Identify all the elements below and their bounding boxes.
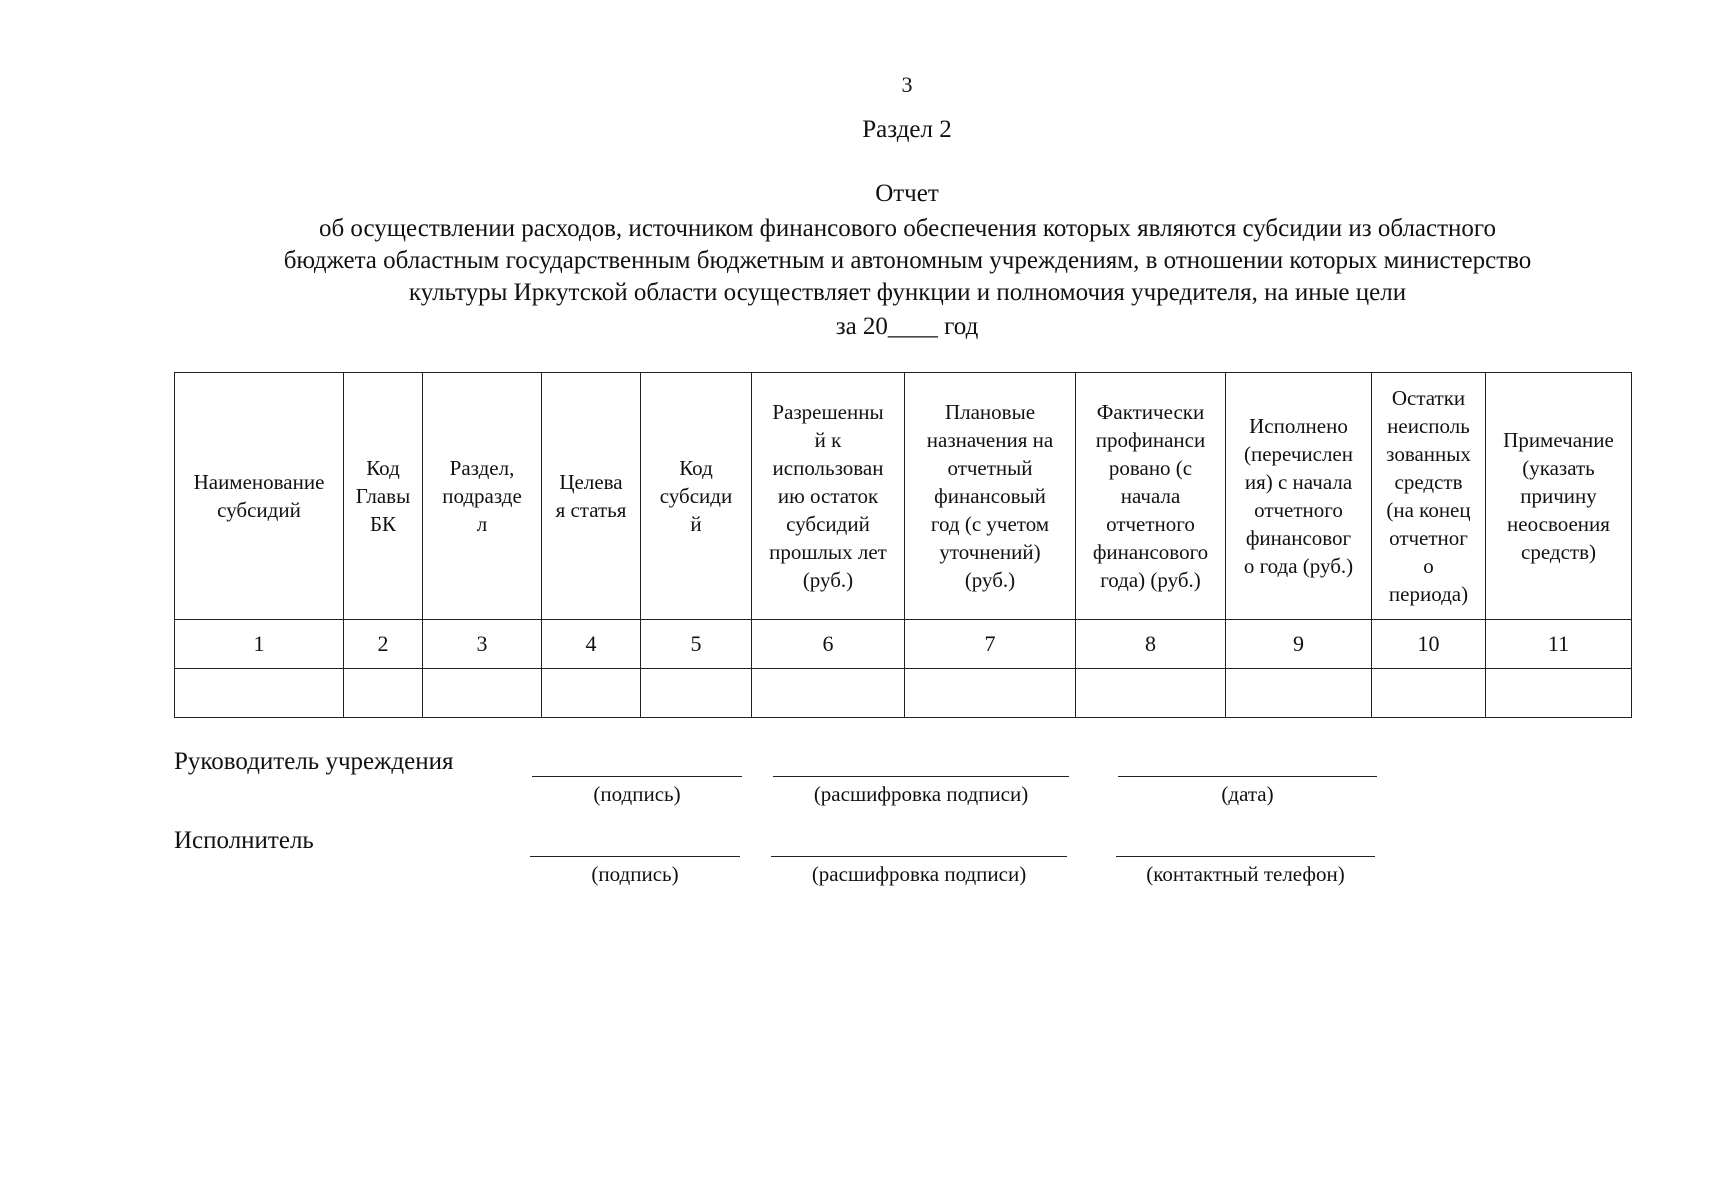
report-heading: Отчет	[875, 180, 939, 207]
head-name-caption: (расшифровка подписи)	[813, 782, 1029, 806]
page-number: 3	[901, 72, 913, 97]
column-number-cell: 6	[752, 620, 905, 669]
column-number-cell: 9	[1226, 620, 1372, 669]
column-number-row	[175, 620, 1632, 669]
column-number-cell: 1	[175, 620, 344, 669]
column-header: Код Главы БК	[344, 373, 423, 620]
column-header: Раздел, подразде л	[423, 373, 542, 620]
column-header: Примечание (указать причину неосвоения средств)	[1486, 373, 1632, 620]
table-cell[interactable]	[1076, 669, 1226, 718]
report-subtitle-line: об осуществлении расходов, источником финансового обеспечения которых являются субсидии из областного	[318, 215, 1497, 242]
table-cell[interactable]	[752, 669, 905, 718]
table-cell[interactable]	[1372, 669, 1486, 718]
executor-phone-caption: (контактный телефон)	[1146, 862, 1345, 886]
executor-name-caption: (расшифровка подписи)	[811, 862, 1027, 886]
column-header: Фактически профинанси ровано (с начала отчетного финансового года) (руб.)	[1076, 373, 1226, 620]
report-subtitle-line: культуры Иркутской области осуществляет функции и полномочия учредителя, на иные цели	[408, 279, 1407, 306]
section-title: Раздел 2	[862, 116, 952, 143]
column-header: Целева я статья	[542, 373, 641, 620]
head-date-caption: (дата)	[1221, 782, 1274, 806]
column-number-cell: 8	[1076, 620, 1226, 669]
head-date-line[interactable]	[1118, 776, 1377, 777]
table-cell[interactable]	[905, 669, 1076, 718]
table-cell[interactable]	[542, 669, 641, 718]
column-header: Исполнено (перечислен ия) с начала отчетного финансовог о года (руб.)	[1226, 373, 1372, 620]
table-cell[interactable]	[1486, 669, 1632, 718]
column-header: Код субсиди й	[641, 373, 752, 620]
head-signature-line[interactable]	[532, 776, 742, 777]
table-header-row	[175, 373, 1632, 620]
table-cell[interactable]	[344, 669, 423, 718]
column-header: Разрешенны й к использован ию остаток субсидий прошлых лет (руб.)	[752, 373, 905, 620]
column-number-cell: 10	[1372, 620, 1486, 669]
table-cell[interactable]	[641, 669, 752, 718]
executor-signature-caption: (подпись)	[591, 862, 679, 886]
table-cell[interactable]	[175, 669, 344, 718]
report-period: за 20____ год	[835, 313, 979, 340]
column-number-cell: 4	[542, 620, 641, 669]
executor-phone-line[interactable]	[1116, 856, 1375, 857]
table-cell[interactable]	[423, 669, 542, 718]
head-signature-caption: (подпись)	[593, 782, 681, 806]
column-number-cell: 2	[344, 620, 423, 669]
executor-signature-line[interactable]	[530, 856, 740, 857]
column-header: Остатки неисполь зованных средств (на конец отчетног о периода)	[1372, 373, 1486, 620]
column-number-cell: 11	[1486, 620, 1632, 669]
executor-name-line[interactable]	[771, 856, 1067, 857]
head-name-line[interactable]	[773, 776, 1069, 777]
report-subtitle	[170, 213, 1645, 309]
column-header: Плановые назначения на отчетный финансовый год (с учетом уточнений) (руб.)	[905, 373, 1076, 620]
report-subtitle-line: бюджета областным государственным бюджетным и автономным учреждениям, в отношении которых министерство	[283, 247, 1532, 274]
table-row	[175, 669, 1632, 718]
column-number-cell: 3	[423, 620, 542, 669]
executor-signature-label: Исполнитель	[174, 827, 314, 854]
table-cell[interactable]	[1226, 669, 1372, 718]
head-signature-label: Руководитель учреждения	[174, 748, 454, 775]
column-number-cell: 7	[905, 620, 1076, 669]
report-table	[174, 372, 1632, 718]
column-number-cell: 5	[641, 620, 752, 669]
column-header: Наименование субсидий	[175, 373, 344, 620]
